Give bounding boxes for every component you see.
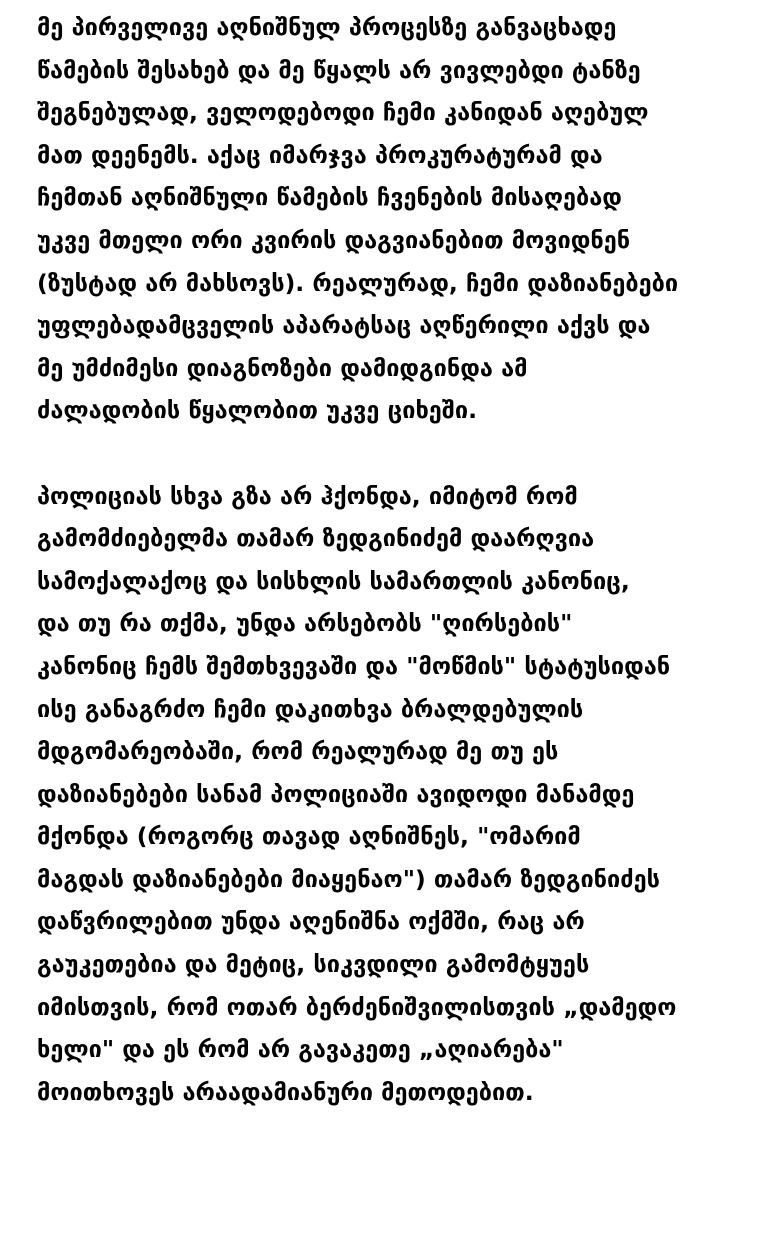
text-line: ჩემთან აღნიშნული წამების ჩვენების მისაღებად bbox=[37, 183, 622, 212]
text-line: უფლებადამცველის აპარატსაც აღწერილი აქვს და bbox=[37, 311, 651, 340]
text-line: მე უმძიმესი დიაგნოზები დამიდგინდა ამ bbox=[37, 353, 528, 382]
text-line: შეგნებულად, ველოდებოდი ჩემი კანიდან აღებულ bbox=[37, 98, 649, 127]
paragraph-2 bbox=[37, 475, 738, 1114]
text-line: მქონდა (როგორც თავად აღნიშნეს, "ომარიმ bbox=[37, 822, 581, 851]
text-line: მაგდას დაზიანებები მიაყენაო") თამარ ზედგინიძეს bbox=[37, 864, 661, 893]
text-line: იმისთვის, რომ ოთარ ბერძენიშვილისთვის „დამედო bbox=[37, 992, 677, 1021]
text-line: სამოქალაქოც და სისხლის სამართლის კანონიც, bbox=[37, 566, 630, 595]
text-line: (ზუსტად არ მახსოვს). რეალურად, ჩემი დაზიანებები bbox=[37, 268, 679, 297]
text-line: წამების შესახებ და მე წყალს არ ვივლებდი ტანზე bbox=[37, 55, 641, 84]
text-line: პოლიციას სხვა გზა არ ჰქონდა, იმიტომ რომ bbox=[37, 481, 578, 510]
text-line: მე პირველივე აღნიშნულ პროცესზე განვაცხადე bbox=[37, 13, 617, 41]
text-line: გაუკეთებია და მეტიც, სიკვდილი გამომტყუეს bbox=[37, 950, 590, 979]
text-line: კანონიც ჩემს შემთხვევაში და "მოწმის" სტატუსიდან bbox=[37, 651, 671, 680]
text-line: მდგომარეობაში, რომ რეალურად მე თუ ეს bbox=[37, 737, 559, 766]
text-line: ხელი" და ეს რომ არ გავაკეთე „აღიარება" bbox=[37, 1035, 564, 1064]
text-line: ძალადობის წყალობით უკვე ციხეში. bbox=[37, 396, 477, 425]
text-line: დაზიანებები სანამ პოლიციაში ავიდოდი მანამდე bbox=[37, 779, 635, 808]
text-line: უკვე მთელი ორი კვირის დაგვიანებით მოვიდნენ bbox=[37, 225, 631, 254]
paragraph-1 bbox=[37, 6, 738, 432]
text-line: და თუ რა თქმა, უნდა არსებობს "ღირსების" bbox=[37, 609, 573, 638]
text-line: გამომძიებელმა თამარ ზედგინიძემ დაარღვია bbox=[37, 524, 595, 553]
text-line: ისე განაგრძო ჩემი დაკითხვა ბრალდებულის bbox=[37, 694, 584, 723]
text-line: დაწვრილებით უნდა აღენიშნა ოქმში, რაც არ bbox=[37, 907, 585, 936]
text-line: მოითხოვეს არაადამიანური მეთოდებით. bbox=[37, 1077, 534, 1106]
text-line: მათ დეენემს. აქაც იმარჯვა პროკურატურამ და bbox=[37, 140, 603, 169]
